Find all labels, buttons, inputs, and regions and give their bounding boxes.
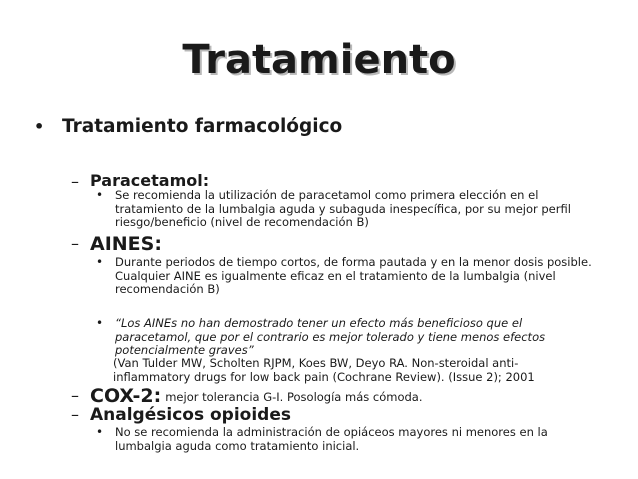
opioides-heading: Analgésicos opioides [90,405,291,425]
paracetamol-point-text: Se recomienda la utilización de paracetamol como primera elección en el tratamiento de la lumbalgia aguda y subaguda inespecífica, por su mejor perfil riesgo/beneficio (nivel de recomendación B) [115,188,571,229]
bullet-icon: • [96,425,104,439]
bullet-icon: • [96,316,104,330]
opioides-point [96,426,596,453]
aines-heading: AINES: [90,233,162,255]
paracetamol-point [96,189,596,230]
aines-quote-text: “Los AINEs no han demostrado tener un efecto más beneficioso que el paracetamol, que por el contrario es mejor tolerado y tiene menos efectos potencialmente graves” [115,316,546,357]
aines-point [96,256,596,297]
main-bullet [34,116,342,138]
opioides-point-text: No se recomienda la administración de opiáceos mayores ni menores en la lumbalgia aguda como tratamiento inicial. [115,425,548,453]
bullet-icon: • [96,188,104,202]
dash-icon: – [71,405,79,424]
dash-icon: – [71,234,79,253]
bullet-icon: • [96,255,104,269]
bullet-icon: • [34,117,45,136]
cox2-heading: COX-2: [90,385,162,407]
dash-icon: – [71,172,79,191]
paracetamol-heading: Paracetamol: [90,171,210,190]
aines-point-text: Durante periodos de tiempo cortos, de forma pautada y en la menor dosis posible. Cualquier AINE es igualmente eficaz en el tratamiento de la lumbalgia (nivel recomendación B) [115,255,592,296]
dash-icon: – [71,386,79,405]
slide-title: Tratamiento [182,37,456,83]
aines-reference: (Van Tulder MW, Scholten RJPM, Koes BW, Deyo RA. Non-steroidal anti-inflammatory drugs for low back pain (Cochrane Review). (Issue 2); 2001 [113,356,535,384]
main-bullet-text: Tratamiento farmacológico [62,116,343,137]
aines-quote [96,317,596,358]
cox2-text: mejor tolerancia G-I. Posología más cómoda. [165,390,423,404]
